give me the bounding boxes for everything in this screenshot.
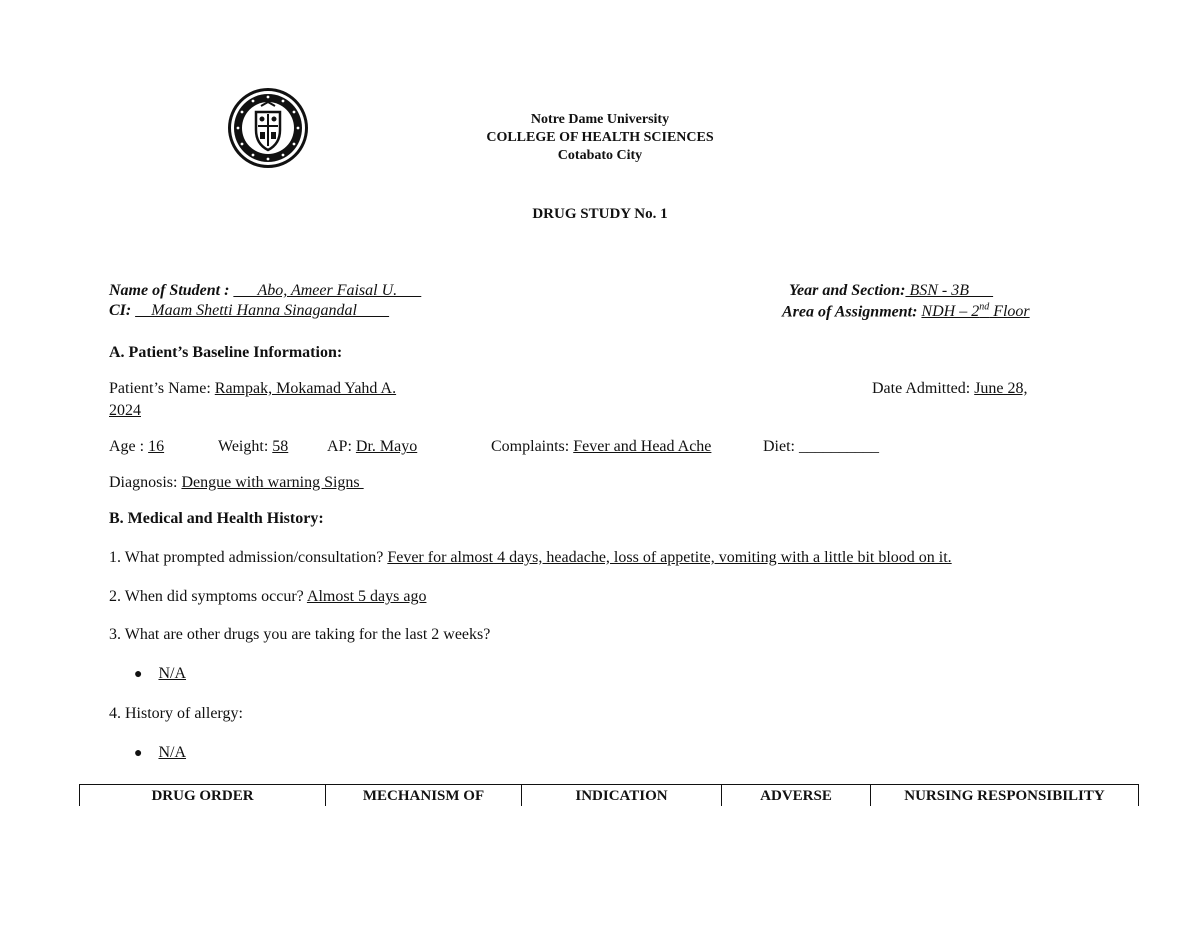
diagnosis-label: Diagnosis: bbox=[109, 474, 178, 491]
diagnosis-value: Dengue with warning Signs bbox=[181, 474, 364, 491]
student-name-value: ___Abo, Ameer Faisal U.___ bbox=[233, 282, 422, 299]
ci-label: CI: bbox=[109, 302, 132, 319]
university-name: Notre Dame University bbox=[530, 112, 670, 127]
diet-field bbox=[763, 438, 879, 456]
question-1-answer: Fever for almost 4 days, headache, loss of appetite, vomiting with a little bit blood on it. bbox=[387, 549, 952, 566]
year-section-row bbox=[789, 282, 993, 300]
ap-value: Dr. Mayo bbox=[355, 438, 418, 455]
city-name: Cotabato City bbox=[557, 148, 643, 163]
institution-header bbox=[400, 111, 800, 165]
drug-study-table bbox=[79, 784, 1139, 806]
complaints-value: Fever and Head Ache bbox=[573, 438, 712, 455]
question-2-label: 2. When did symptoms occur? bbox=[109, 588, 304, 605]
ap-field bbox=[327, 438, 417, 456]
question-4-label: 4. History of allergy: bbox=[109, 705, 243, 722]
student-name-row bbox=[109, 282, 421, 300]
college-name: COLLEGE OF HEALTH SCIENCES bbox=[486, 130, 714, 145]
age-label: Age : bbox=[109, 438, 145, 455]
question-3-label: 3. What are other drugs you are taking for the last 2 weeks? bbox=[109, 626, 491, 643]
table-header-adverse: ADVERSE bbox=[722, 785, 871, 807]
table-header-indication: INDICATION bbox=[522, 785, 722, 807]
weight-value: 58 bbox=[272, 438, 289, 455]
age-field bbox=[109, 438, 164, 456]
area-assignment-row bbox=[782, 302, 1030, 321]
patient-name-row bbox=[109, 380, 396, 398]
question-4-answer: N/A bbox=[158, 744, 187, 761]
question-1-label: 1. What prompted admission/consultation? bbox=[109, 549, 384, 566]
question-2-row bbox=[109, 588, 426, 606]
question-3-list-item bbox=[134, 665, 186, 683]
question-2-answer: Almost 5 days ago bbox=[306, 588, 427, 605]
table-header-nursing-responsibility: NURSING RESPONSIBILITY bbox=[871, 785, 1139, 807]
weight-label: Weight: bbox=[218, 438, 269, 455]
patient-name-label: Patient’s Name: bbox=[109, 380, 211, 397]
date-admitted-value: June 28, bbox=[974, 380, 1028, 397]
year-section-label: Year and Section: bbox=[789, 282, 906, 299]
complaints-field bbox=[491, 438, 711, 456]
date-admitted-label: Date Admitted: bbox=[872, 380, 971, 397]
area-assignment-label: Area of Assignment: bbox=[782, 303, 918, 321]
section-a-heading: A. Patient’s Baseline Information: bbox=[109, 344, 343, 361]
section-b-heading: B. Medical and Health History: bbox=[109, 510, 324, 527]
diet-value: __________ bbox=[799, 438, 879, 455]
area-assignment-value: NDH – 2nd Floor bbox=[921, 302, 1030, 321]
question-4-list-item bbox=[134, 744, 186, 762]
document-title: DRUG STUDY No. 1 bbox=[532, 206, 668, 222]
table-header-row bbox=[80, 785, 1139, 807]
diagnosis-row bbox=[109, 474, 364, 492]
ap-label: AP: bbox=[327, 438, 352, 455]
university-seal-logo bbox=[225, 86, 311, 170]
complaints-label: Complaints: bbox=[491, 438, 570, 455]
bullet-icon: ● bbox=[134, 667, 143, 682]
weight-field bbox=[218, 438, 288, 456]
year-section-value: BSN - 3B___ bbox=[905, 282, 993, 299]
age-value: 16 bbox=[148, 438, 165, 455]
question-3-answer: N/A bbox=[158, 665, 187, 682]
bullet-icon: ● bbox=[134, 746, 143, 761]
ci-value: __Maam Shetti Hanna Sinagandal____ bbox=[135, 302, 389, 319]
table-header-drug-order: DRUG ORDER bbox=[80, 785, 326, 807]
date-admitted-row bbox=[872, 380, 1028, 398]
patient-name-value: Rampak, Mokamad Yahd A. bbox=[214, 380, 397, 397]
table-header-mechanism: MECHANISM OF bbox=[326, 785, 522, 807]
question-1-row bbox=[109, 549, 952, 567]
diet-label: Diet: bbox=[763, 438, 795, 455]
ci-row bbox=[109, 302, 389, 320]
date-admitted-year: 2024 bbox=[109, 402, 141, 419]
student-name-label: Name of Student : bbox=[109, 282, 230, 299]
